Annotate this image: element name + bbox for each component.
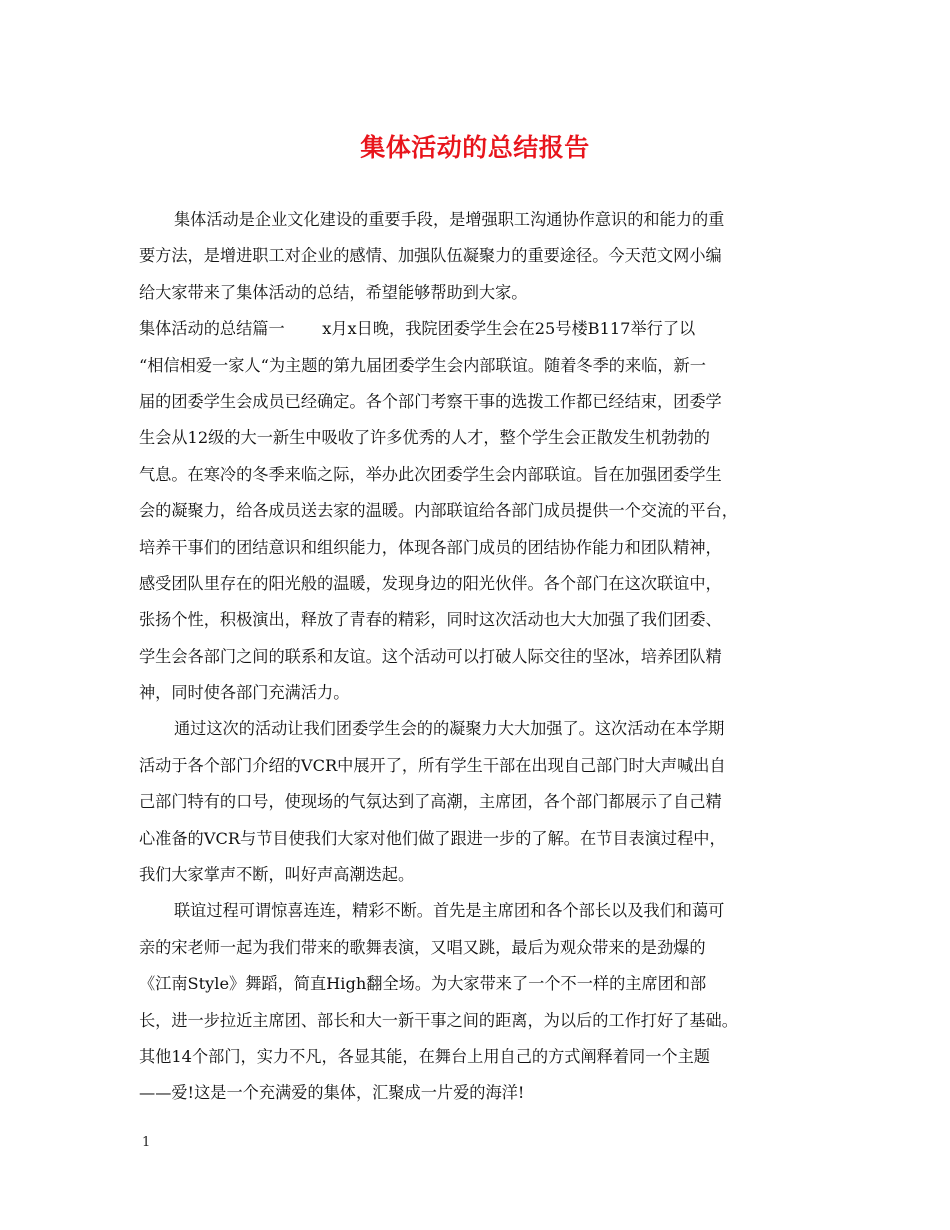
body-line: 给大家带来了集体活动的总结，希望能够帮助到大家。 [139,282,528,302]
page-number: 1 [142,1135,151,1150]
document-title: 集体活动的总结报告 [360,133,590,162]
body-line: 心准备的VCR与节目使我们大家对他们做了跟进一步的了解。在节目表演过程中， [139,828,726,848]
body-line: 学生会各部门之间的联系和友谊。这个活动可以打破人际交往的坚冰，培养团队精 [139,646,722,666]
body-line: 集体活动的总结篇一 x月x日晚，我院团委学生会在25号楼B117举行了以 [139,319,696,339]
body-line: 培养干事们的团结意识和组织能力，体现各部门成员的团结协作能力和团队精神， [139,537,722,557]
body-line: 要方法，是增进职工对企业的感情、加强队伍凝聚力的重要途径。今天范文网小编 [139,246,722,266]
body-line: 己部门特有的口号，使现场的气氛达到了高潮，主席团，各个部门都展示了自己精 [139,792,722,812]
document-body [139,202,815,1112]
body-line: 联谊过程可谓惊喜连连，精彩不断。首先是主席团和各个部长以及我们和蔼可 [174,901,725,921]
body-line: 我们大家掌声不断，叫好声高潮迭起。 [139,865,415,885]
body-line: “相信相爱一家人“为主题的第九届团委学生会内部联谊。随着冬季的来临，新一 [139,355,706,375]
body-line: ——爱!这是一个充满爱的集体，汇聚成一片爱的海洋! [139,1083,525,1103]
body-line: 会的凝聚力，给各成员送去家的温暖。内部联谊给各部门成员提供一个交流的平台， [139,501,738,521]
body-line: 集体活动是企业文化建设的重要手段，是增强职工沟通协作意识的和能力的重 [174,210,725,229]
body-line: 《江南Style》舞蹈，简直High翻全场。为大家带来了一个不一样的主席团和部 [139,974,707,994]
body-line: 其他14个部门，实力不凡，各显其能，在舞台上用自己的方式阐释着同一个主题 [139,1046,710,1066]
body-line: 气息。在寒冷的冬季来临之际，举办此次团委学生会内部联谊。旨在加强团委学生 [139,464,722,484]
body-line: 届的团委学生会成员已经确定。各个部门考察干事的选拨工作都已经结束，团委学 [139,391,722,411]
body-line: 活动于各个部门介绍的VCR中展开了，所有学生干部在出现自己部门时大声喊出自 [139,755,726,775]
body-line: 张扬个性，积极演出，释放了青春的精彩，同时这次活动也大大加强了我们团委、 [139,610,722,630]
body-line: 通过这次的活动让我们团委学生会的的凝聚力大大加强了。这次活动在本学期 [174,719,725,739]
body-line: 生会从12级的大一新生中吸收了许多优秀的人才，整个学生会正散发生机勃勃的 [139,428,710,448]
body-line: 神，同时使各部门充满活力。 [139,683,350,703]
body-line: 亲的宋老师一起为我们带来的歌舞表演，又唱又跳，最后为观众带来的是劲爆的 [139,937,706,957]
body-line: 长，进一步拉近主席团、部长和大一新干事之间的距离，为以后的工作打好了基础。 [139,1010,738,1030]
body-line: 感受团队里存在的阳光般的温暖，发现身边的阳光伙伴。各个部门在这次联谊中， [139,573,722,593]
